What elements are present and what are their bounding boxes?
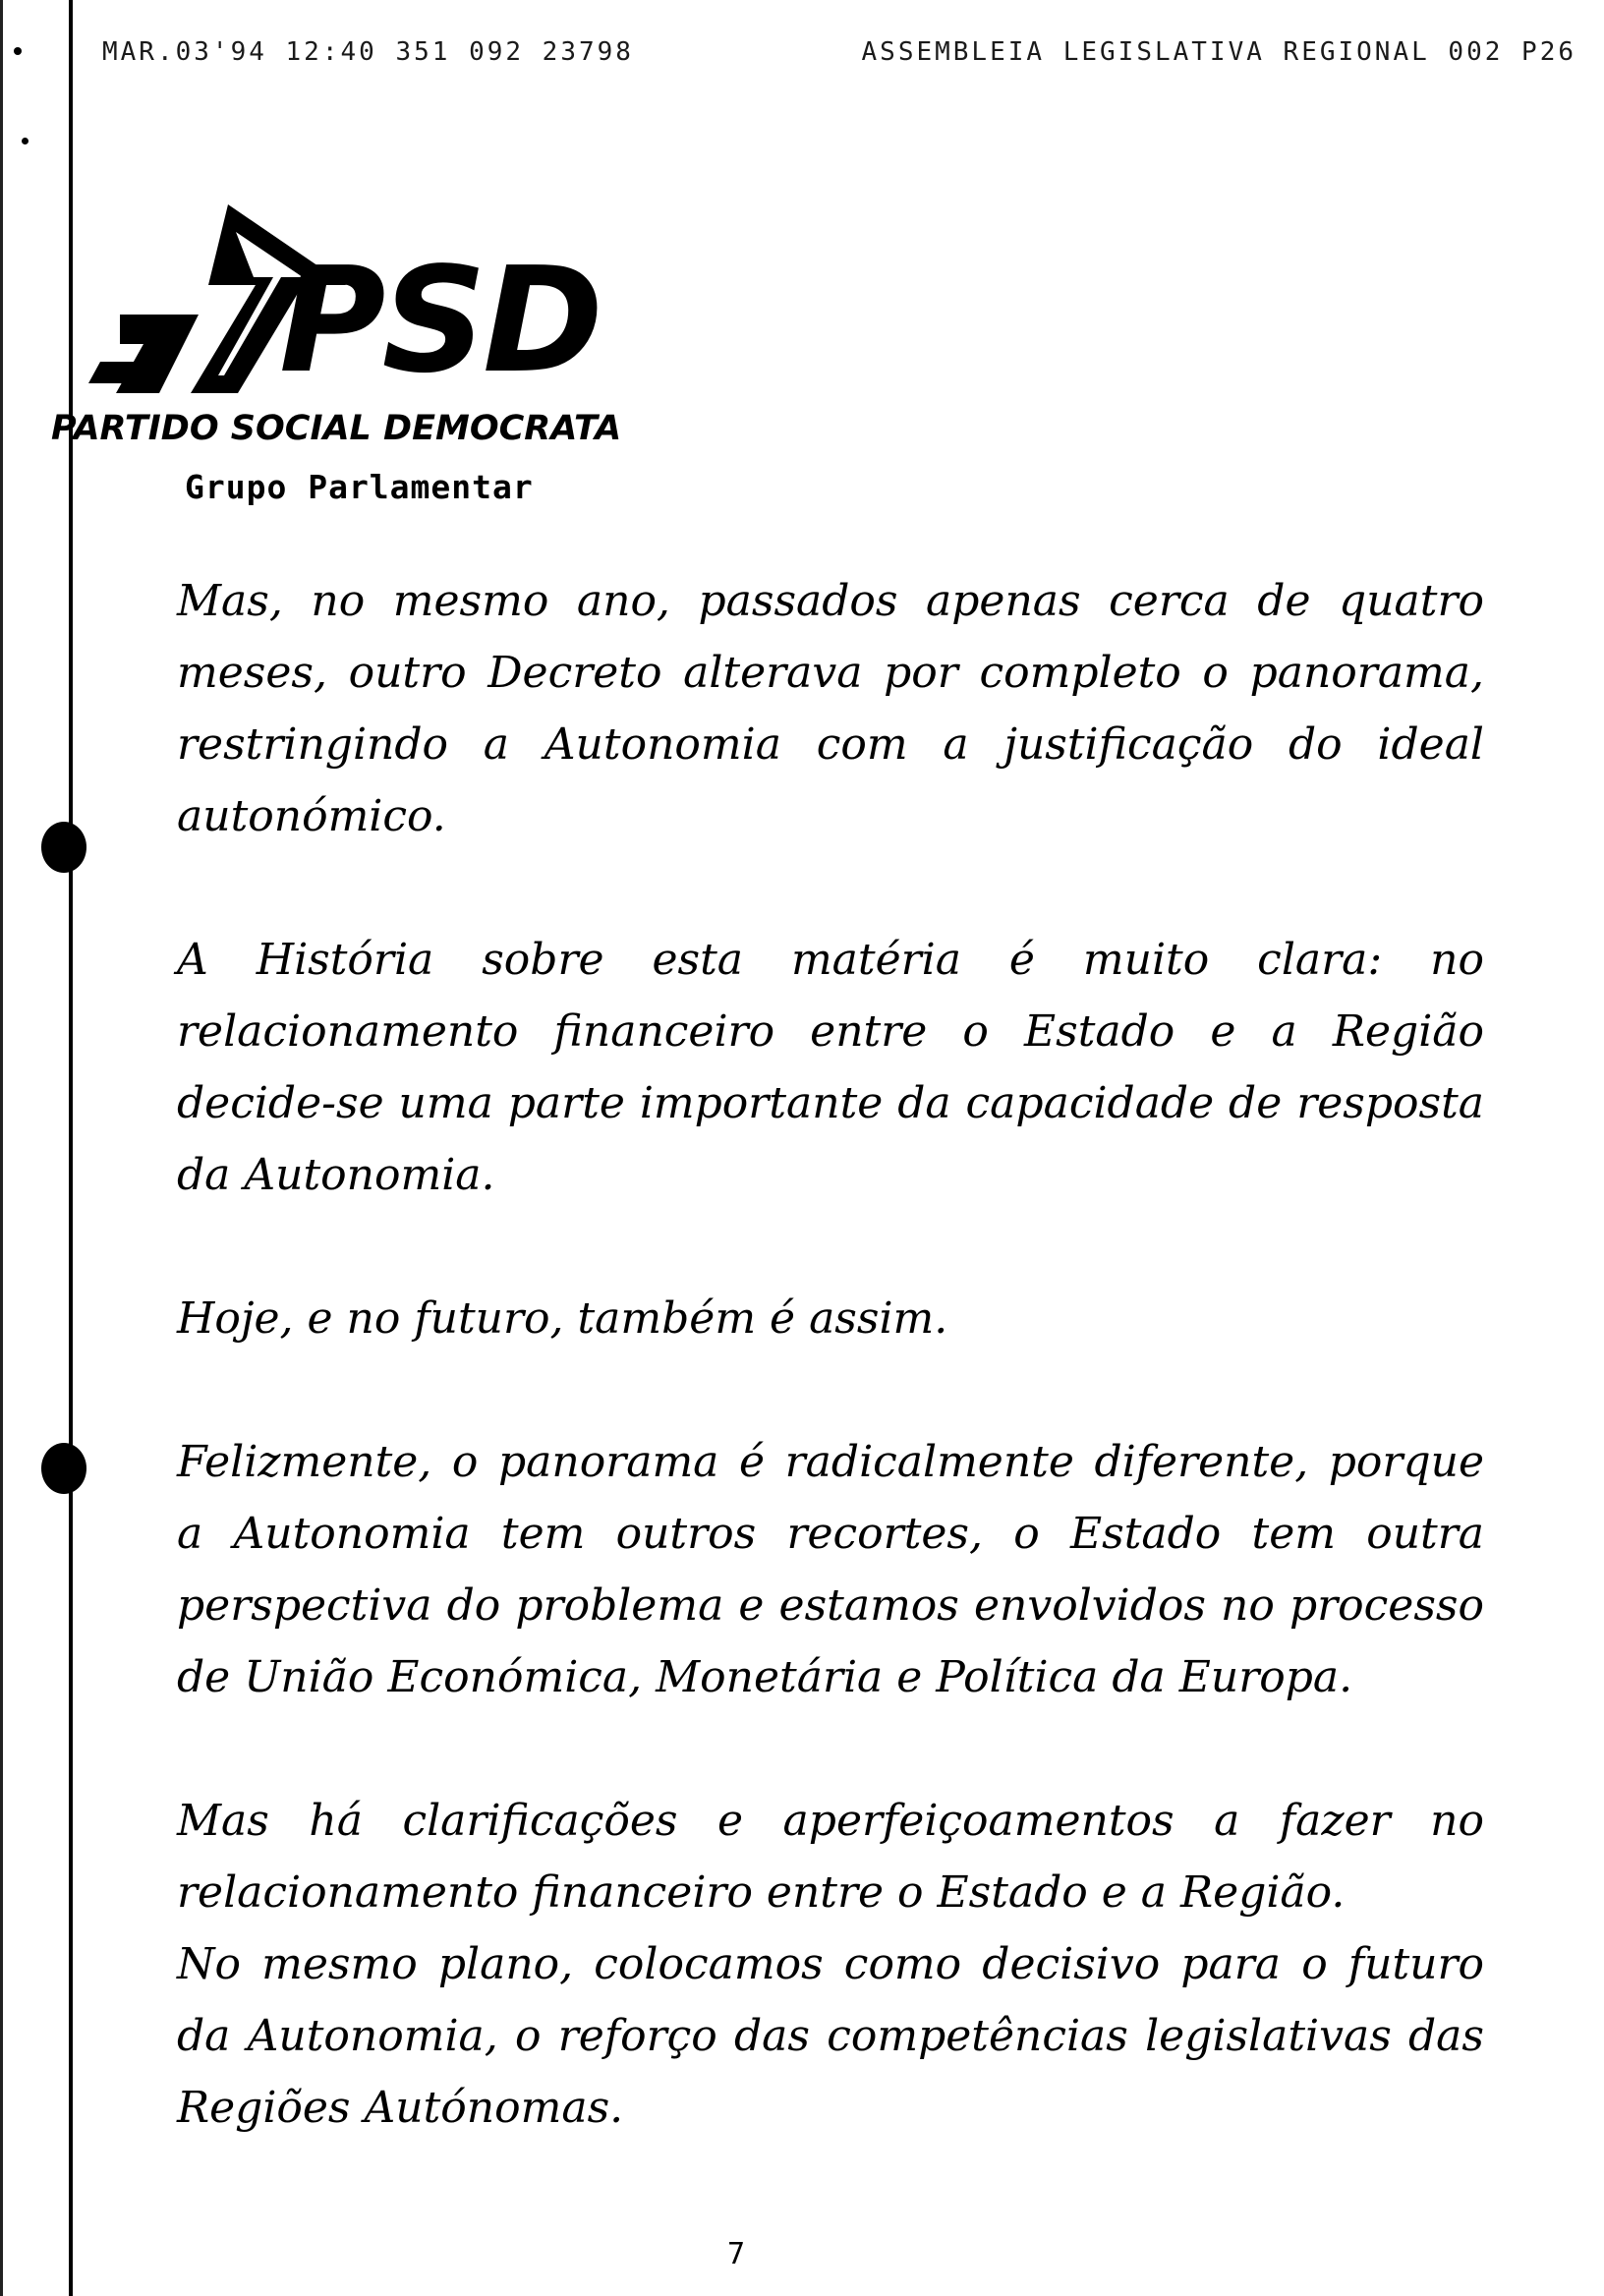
paragraph: Felizmente, o panorama é radicalmente diferente, porque a Autonomia tem outros recortes, o Estado tem outra perspectiva do problema e estamos envolvidos no processo de União Económica, Monetária e Política da Europa. [177,1437,1484,1702]
paragraph: Hoje, e no futuro, também é assim. [177,1293,948,1344]
paragraph: A História sobre esta matéria é muito clara: no relacionamento financeiro entre o Estado e a Região decide-se uma parte importante da capacidade de resposta da Autonomia. [177,935,1484,1200]
binder-hole [41,1443,86,1494]
paragraph: No mesmo plano, colocamos como decisivo para o futuro da Autonomia, o reforço das competências legislativas das Regiões Autónomas. [177,1939,1484,2133]
paragraph: Mas, no mesmo ano, passados apenas cerca de quatro meses, outro Decreto alterava por completo o panorama, restringindo a Autonomia com a justificação do ideal autonómico. [177,576,1484,841]
group-label: Grupo Parlamentar [185,468,534,506]
fax-header-left: MAR.03'94 12:40 351 092 23798 [102,37,634,67]
logo-acronym: PSD [279,236,600,405]
fax-header-right: ASSEMBLEIA LEGISLATIVA REGIONAL 002 P26 [861,37,1576,67]
fax-header [102,37,1576,77]
body-text [177,565,1484,2144]
paragraph: Mas há clarificações e aperfeiçoamentos a fazer no relacionamento financeiro entre o Estado e a Região. [177,1796,1484,1918]
psd-logo [51,197,680,452]
binder-hole [41,822,86,873]
page-edge [0,0,3,2296]
scan-speck [22,138,29,144]
scan-speck [14,47,22,55]
logo-party-name: PARTIDO SOCIAL DEMOCRATA [51,409,622,448]
page-number: 7 [727,2237,746,2271]
